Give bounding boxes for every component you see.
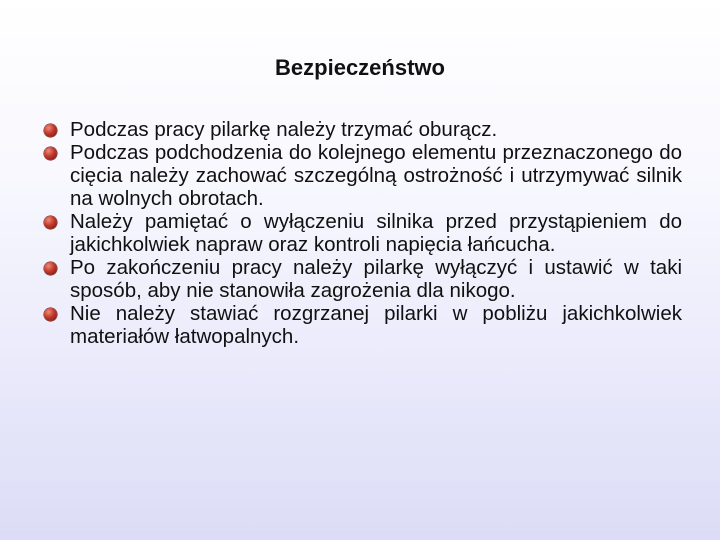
- red-sphere-bullet-icon: [44, 308, 57, 321]
- bullet-item: [44, 118, 682, 141]
- bullet-text: Nie należy stawiać rozgrzanej pilarki w pobliżu jakichkolwiek materiałów łatwopalnych.: [70, 302, 682, 348]
- bullet-text: Podczas podchodzenia do kolejnego elementu przeznaczonego do cięcia należy zachować szczególną ostrożność i utrzymywać silnik na wolnych obrotach.: [70, 141, 682, 210]
- bullet-text: Po zakończeniu pracy należy pilarkę wyłączyć i ustawić w taki sposób, aby nie stanowiła zagrożenia dla nikogo.: [70, 256, 682, 302]
- bullet-item: [44, 256, 682, 302]
- red-sphere-bullet-icon: [44, 216, 57, 229]
- bullet-item: [44, 141, 682, 210]
- red-sphere-bullet-icon: [44, 124, 57, 137]
- slide-title: Bezpieczeństwo: [275, 55, 445, 80]
- bullet-item: [44, 302, 682, 348]
- red-sphere-bullet-icon: [44, 147, 57, 160]
- bullet-list: [44, 118, 682, 348]
- red-sphere-bullet-icon: [44, 262, 57, 275]
- bullet-item: [44, 210, 682, 256]
- bullet-text: Należy pamiętać o wyłączeniu silnika przed przystąpieniem do jakichkolwiek napraw oraz kontroli napięcia łańcucha.: [70, 210, 682, 256]
- bullet-text: Podczas pracy pilarkę należy trzymać oburącz.: [70, 118, 498, 141]
